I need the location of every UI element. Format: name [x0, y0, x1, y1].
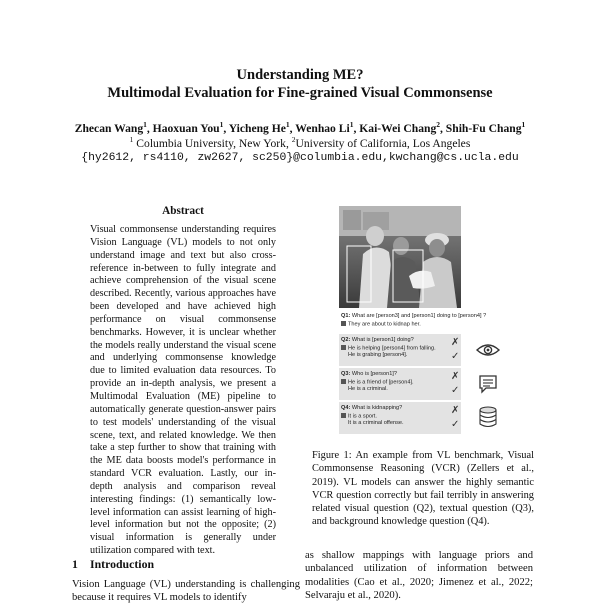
answer-body: He is helping [person4] from falling. [348, 345, 436, 352]
affil-mark: 1 [129, 135, 134, 144]
answer-body: He is a friend of [person4]. [348, 379, 414, 386]
figure-question-4 [339, 402, 461, 434]
question-body: Who is [person1]? [351, 371, 397, 377]
abstract-heading: Abstract [162, 205, 204, 217]
answer-body: He is grabing [person4]. [348, 352, 408, 358]
vcr-scene-image [339, 206, 461, 308]
database-stack-icon [478, 406, 498, 428]
affil-mark: 2 [291, 135, 296, 144]
question-body: What is kidnapping? [351, 405, 403, 411]
answer-body: It is a sport. [348, 413, 377, 420]
wrong-mark-icon: ✗ [451, 405, 460, 416]
figure-caption: Figure 1: An example from VL benchmark, Visual Commonsense Reasoning (VCR) (Zellers et al., 2019). VL models can answer the highly semantic VCR question correctly but fail terribly in answering related visual question (Q2), textual question (Q3), and background knowledge question (Q4). [312, 450, 534, 528]
correct-mark-icon: ✓ [451, 351, 460, 362]
person-icon [341, 413, 346, 418]
answer-body: It is a criminal offense. [348, 420, 404, 426]
author-name: Wenhao Li [295, 122, 350, 135]
question-label: Q4: [341, 405, 351, 411]
question-label: Q2: [341, 337, 351, 343]
author-affil-mark: 1 [143, 120, 147, 129]
text-document-icon [478, 374, 498, 394]
question-label: Q1: [341, 313, 351, 319]
author-emails: {hy2612, rs4110, zw2627, sc250}@columbia.edu,kwchang@cs.ucla.edu [81, 152, 519, 164]
wrong-mark-icon: ✗ [451, 371, 460, 382]
correct-mark-icon: ✓ [451, 385, 460, 396]
eye-icon [476, 342, 500, 358]
abstract-body: Visual commonsense understanding requires Vision Language (VL) models to not only understand image and text but also cross-reference in-between to fully integrate and achieve comprehension of the visual scene described. Recently, various approaches have been developed and have achieved high performance on visual commonsense benchmarks. However, it is unclear whether the models really understand the visual scene and underlying commonsense knowledge due to limited evaluation data resources. To provide an in-depth analysis, we present a Multimodal Evaluation (ME) pipeline to automatically generate question-answer pairs to test models' understanding of the visual scene, text, and related knowledge. We then take a step further to show that training with the ME data boosts model's performance in standard VCR evaluation. Lastly, our in-depth analysis and comparison reveal interesting findings: (1) semantically low-level information can assist learning of high-level information but not the opposite; (2) visual information is generally under utilization compared with text. [90, 224, 276, 557]
paper-title-line1: Understanding ME? [236, 67, 364, 83]
answer-text [348, 420, 404, 427]
figure-question-1 [339, 310, 487, 332]
author-affil-mark: 1 [521, 120, 526, 129]
affiliations [0, 137, 600, 151]
author-affil-mark: 1 [349, 120, 354, 129]
answer-text [348, 386, 388, 393]
section-number: 1 [72, 557, 78, 571]
wrong-mark-icon: ✗ [451, 337, 460, 348]
introduction-body: Vision Language (VL) understanding is challenging because it requires VL models to identify [72, 579, 300, 604]
author-name: Zhecan Wang [74, 122, 144, 135]
author-affil-mark: 2 [436, 120, 440, 129]
author-affil-mark: 1 [285, 120, 290, 129]
figure-question-3 [339, 368, 461, 400]
answer-body: He is a criminal. [348, 386, 388, 392]
question-text [341, 371, 397, 378]
author-name: Yicheng He [228, 122, 286, 135]
person-icon [341, 379, 346, 384]
question-text [341, 405, 402, 412]
question-body: What is [person1] doing? [351, 337, 414, 343]
person-icon [341, 321, 346, 326]
right-column-paragraph: as shallow mappings with language priors and unbalanced utilization of information between modalities (Cao et al., 2020; Jimenez et al., 2022; Selvaraju et al., 2020). [305, 550, 533, 602]
author-name: Shih-Fu Chang [445, 122, 522, 135]
section-title: Introduction [90, 557, 155, 571]
figure-photo [339, 206, 461, 308]
question-text [341, 337, 414, 344]
author-affil-mark: 1 [219, 120, 224, 129]
author-name: Haoxuan You [152, 122, 220, 135]
paper-title-line2: Multimodal Evaluation for Fine-grained Visual Commonsense [107, 85, 493, 101]
section-heading [72, 557, 154, 572]
answer-text [348, 352, 407, 359]
question-label: Q3: [341, 371, 351, 377]
author-list: Zhecan Wang$^1$, Haoxuan You$^1$, Yicheng He$^1$, Wenhao Li$^1$, Kai-Wei Chang$^2$, Shih-Fu Chang$^1$ [74, 120, 526, 135]
answer-text [341, 321, 421, 328]
answer-body: They are about to kidnap her. [348, 321, 421, 328]
question-body: What are [person3] and [person1] doing to [person4] ? [351, 313, 487, 319]
person-icon [341, 345, 346, 350]
author-name: Kai-Wei Chang [359, 122, 437, 135]
correct-mark-icon: ✓ [451, 419, 460, 430]
question-text [341, 313, 486, 320]
affiliation-1: Columbia University, New York, [136, 137, 289, 150]
affiliation-2: University of California, Los Angeles [295, 137, 471, 150]
figure-question-2 [339, 334, 461, 366]
